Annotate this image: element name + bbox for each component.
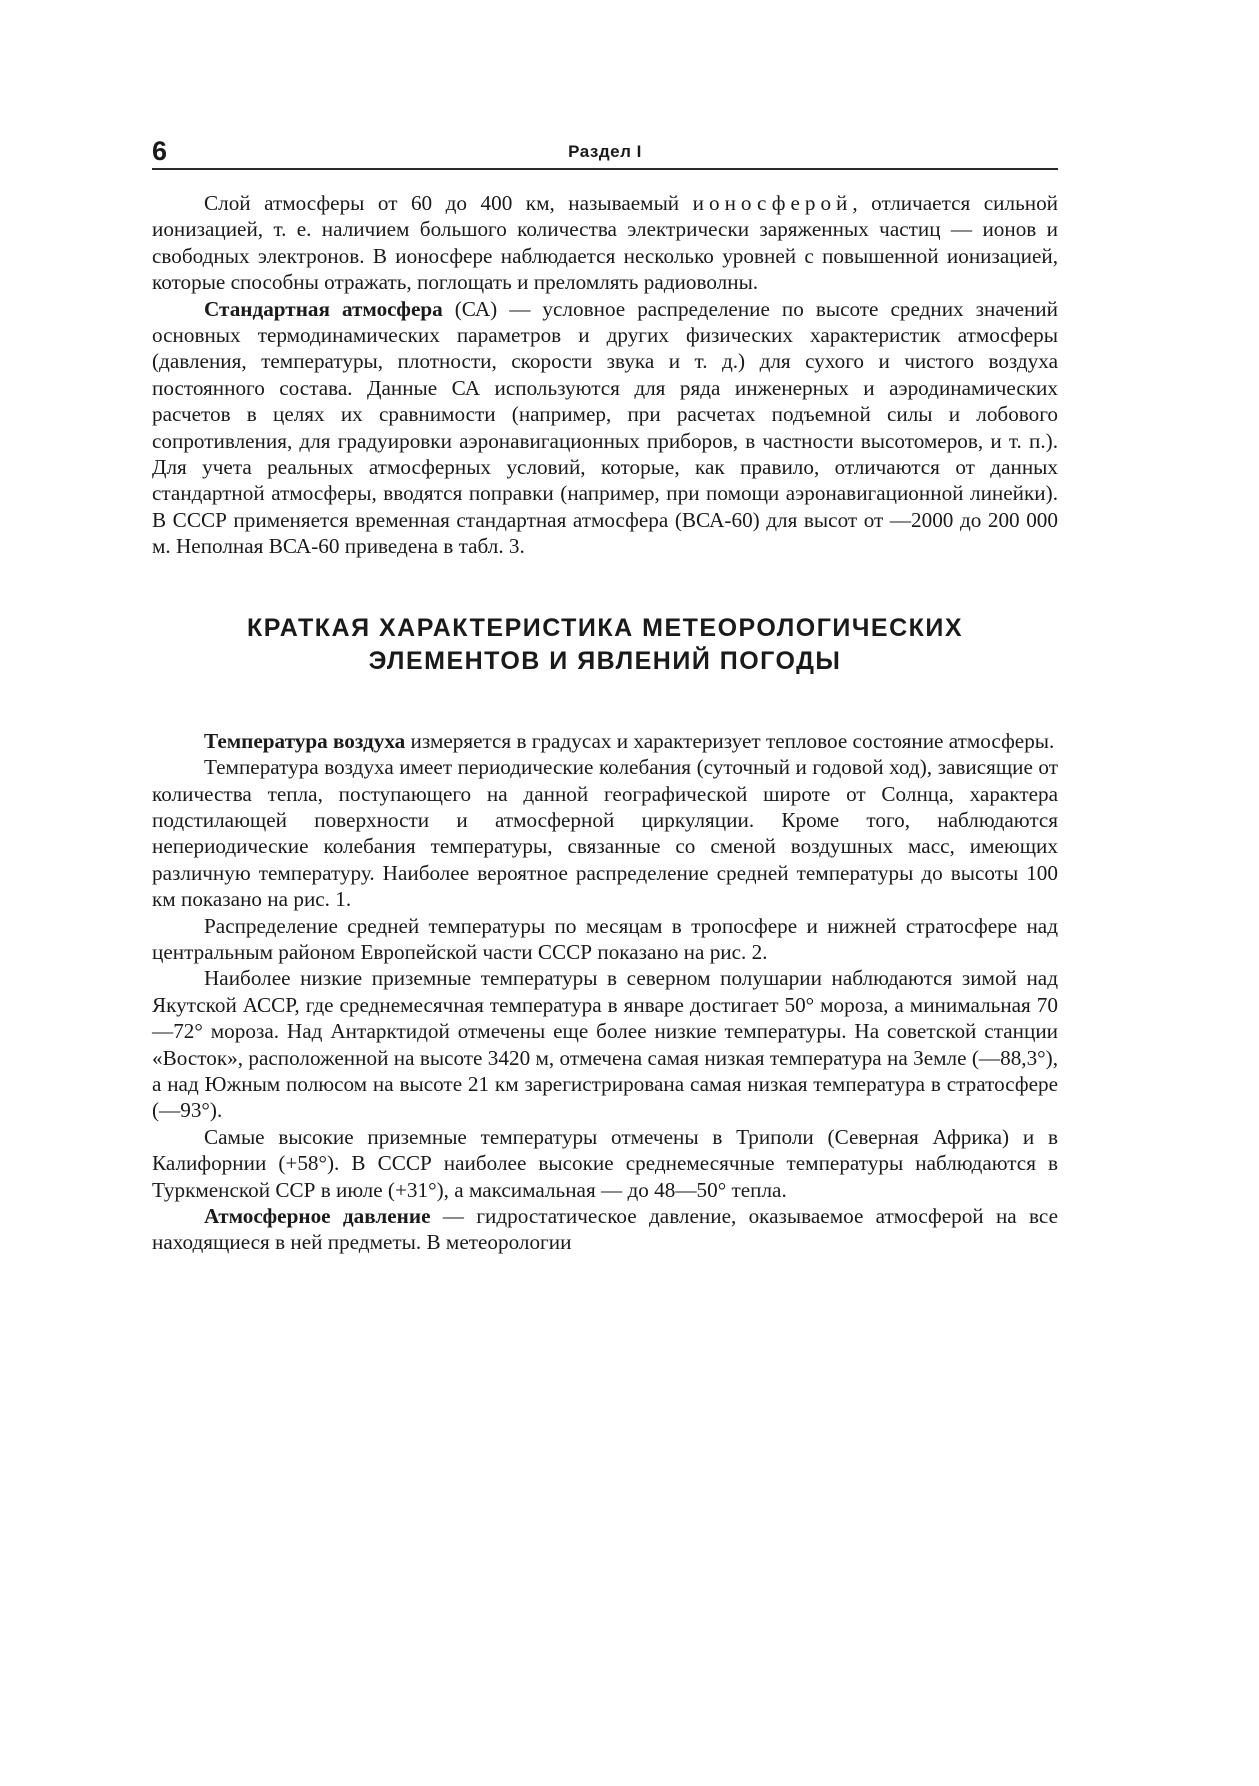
ionosphere-paragraph xyxy=(152,190,1058,296)
pressure-term: Атмосферное давление xyxy=(204,1204,431,1228)
standard-atmosphere-text: (СА) — условное распределение по высоте средних значений основных термодинамических параметров и других физических характеристик атмосферы (давления, температуры, плотности, скорости звука и т. д.) для сухого и чистого воздуха постоянного состава. Данные СА используются для ряда инженерных и аэродинамических расчетов в целях их сравнимости (например, при расчетах подъемной силы и лобового сопротивления, для градуировки аэронавигационных приборов, в частности высотомеров, и т. п.). Для учета реальных атмосферных условий, которые, как правило, отличаются от данных стандартной атмосферы, вводятся поправки (например, при помощи аэронавигационной линейки). В СССР применяется временная стандартная атмосфера (ВСА-60) для высот от —2000 до 200 000 м. Неполная ВСА-60 приведена в табл. 3. xyxy=(152,296,1058,559)
temperature-paragraph-2: Температура воздуха имеет периодические колебания (суточный и годовой ход), зависящие от количества тепла, поступающего на данной географической широте от Солнца, характера подстилающей поверхности и атмосферной циркуляции. Кроме того, наблюдаются непериодические колебания температуры, связанные со сменой воздушных масс, имеющих различную температуру. Наиболее вероятное распределение средней температуры до высоты 100 км показано на рис. 1. xyxy=(152,755,1058,912)
pressure-paragraph xyxy=(152,1203,1058,1256)
ionosphere-text-end: , отличается сильной ионизацией, т. е. наличием большого количества электрически заряженных частиц — ионов и свободных электронов. В ионосфере наблюдается несколько уровней с повышенной ионизацией, которые способны отражать, поглощать и преломлять радиоволны. xyxy=(152,191,1059,295)
temperature-paragraph-5: Самые высокие приземные температуры отмечены в Триполи (Северная Африка) и в Калифорнии (+58°). В СССР наиболее высокие среднемесячные температуры наблюдаются в Туркменской ССР в июле (+31°), а максимальная — до 48—50° тепла. xyxy=(152,1124,1058,1202)
temperature-paragraph-3: Распределение средней температуры по месяцам в тропосфере и нижней стратосфере над центральным районом Европейской части СССР показано на рис. 2. xyxy=(152,913,1058,964)
ionosphere-term: ионосферой xyxy=(692,191,853,215)
temperature-text-1: измеряется в градусах и характеризует тепловое состояние атмосферы. xyxy=(405,728,1055,753)
standard-atmosphere-term: Стандартная атмосфера xyxy=(204,296,443,321)
temperature-paragraph-4: Наиболее низкие приземные температуры в северном полушарии наблюдаются зимой над Якутской АССР, где среднемесячная температура в январе достигает 50° мороза, а минимальная 70—72° мороза. Над Антарктидой отмечены еще более низкие температуры. На советской станции «Восток», расположенной на высоте 3420 м, отмечена самая низкая температура на Земле (—88,3°), а над Южным полюсом на высоте 21 км зарегистрирована самая низкая температура в стратосфере (—93°). xyxy=(152,966,1058,1123)
section-heading-line-1: КРАТКАЯ ХАРАКТЕРИСТИКА МЕТЕОРОЛОГИЧЕСКИХ xyxy=(246,613,964,642)
running-head xyxy=(152,128,1058,170)
section-heading-line-2: ЭЛЕМЕНТОВ И ЯВЛЕНИЙ ПОГОДЫ xyxy=(368,646,842,675)
page-number: 6 xyxy=(152,136,168,166)
standard-atmosphere-paragraph xyxy=(152,296,1058,560)
document-page xyxy=(152,128,1058,1256)
section-label: Раздел I xyxy=(568,142,642,161)
temperature-term: Температура воздуха xyxy=(204,728,406,753)
ionosphere-text-start: Слой атмосферы от 60 до 400 км, называемый xyxy=(204,191,680,215)
section-heading xyxy=(152,612,1058,678)
body-text xyxy=(152,190,1058,1256)
pressure-text: — гидростатическое давление, оказываемое атмосферой на все находящиеся в ней предметы. В метеорологии xyxy=(152,1204,1058,1255)
temperature-paragraph-1 xyxy=(152,728,1058,754)
